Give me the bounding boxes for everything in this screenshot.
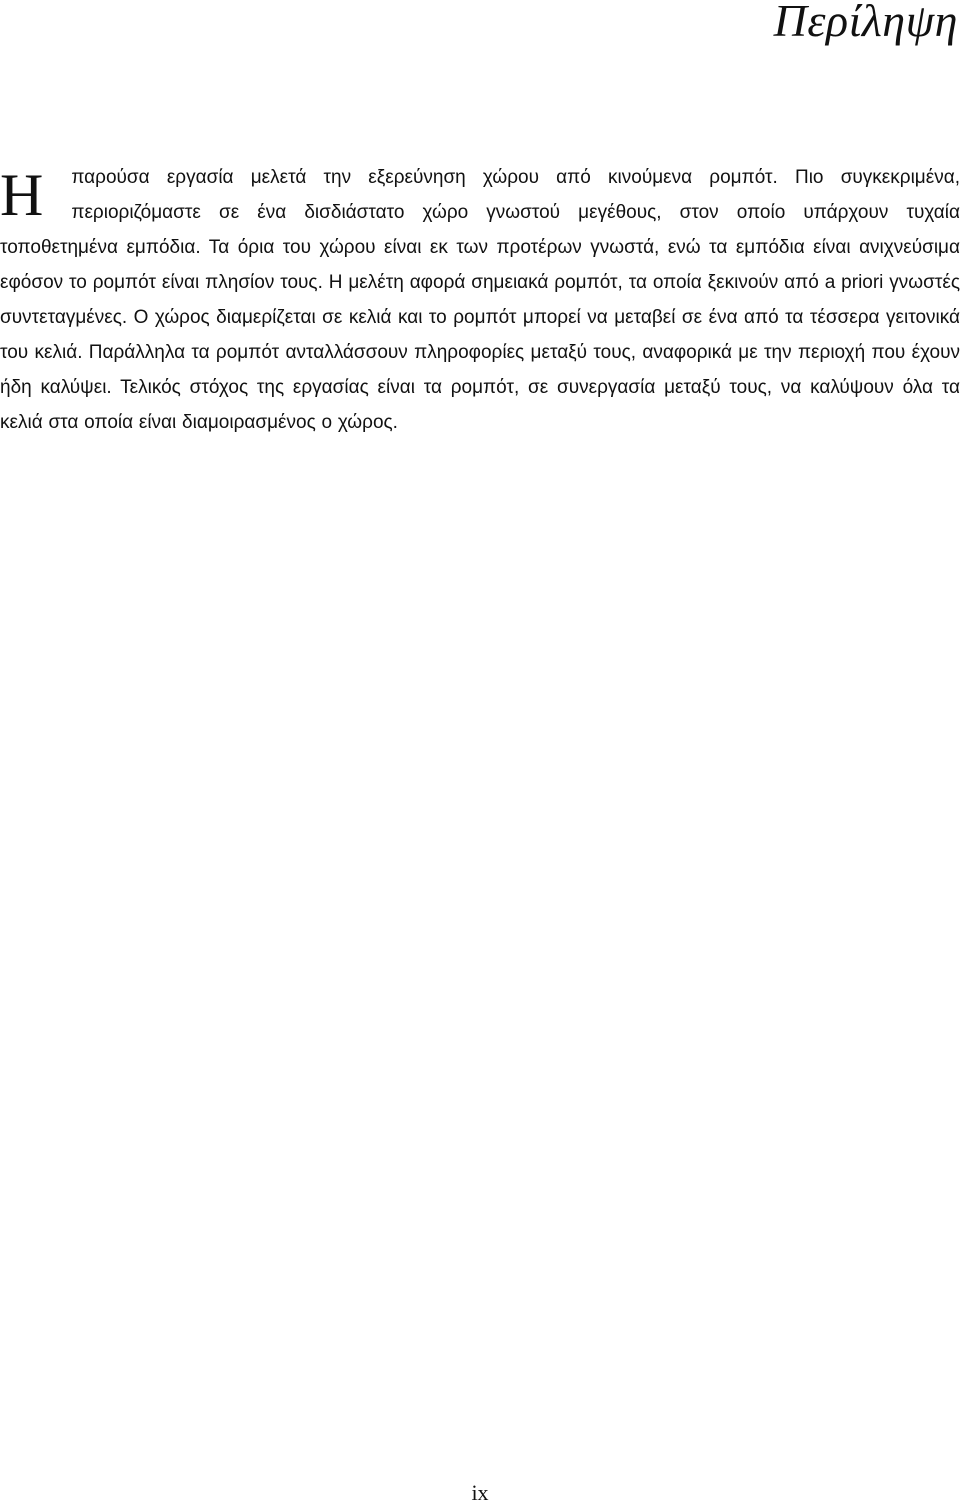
drop-cap-letter: Η [0,162,44,228]
page-number: ix [471,1480,489,1505]
abstract-paragraph [0,160,960,440]
chapter-title: Περίληψη [773,0,958,46]
abstract-text: παρούσα εργασία μελετά την εξερεύνηση χώρου από κινούμενα ρομπότ. Πιο συγκεκριμένα, περιοριζόμαστε σε ένα δισδιάστατο χώρο γνωστού μεγέθους, στον οποίο υπάρχουν τυχαία τοποθετημένα εμπόδια. Τα όρια του χώρου είναι εκ των προτέρων γνωστά, ενώ τα εμπόδια είναι ανιχνεύσιμα εφόσον το ρομπότ είναι πλησίον τους. Η μελέτη αφορά σημειακά ρομπότ, τα οποία ξεκινούν από a priori γνωστές συντεταγμένες. Ο χώρος διαμερίζεται σε κελιά και το ρομπότ μπορεί να μεταβεί σε ένα από τα τέσσερα γειτονικά του κελιά. Παράλληλα τα ρομπότ ανταλλάσσουν πληροφορίες μεταξύ τους, αναφορικά με την περιοχή που έχουν ήδη καλύψει. Τελικός στόχος της εργασίας είναι τα ρομπότ, σε συνεργασία μεταξύ τους, να καλύψουν όλα τα κελιά στα οποία είναι διαμοιρασμένος ο χώρος. [0,167,960,433]
